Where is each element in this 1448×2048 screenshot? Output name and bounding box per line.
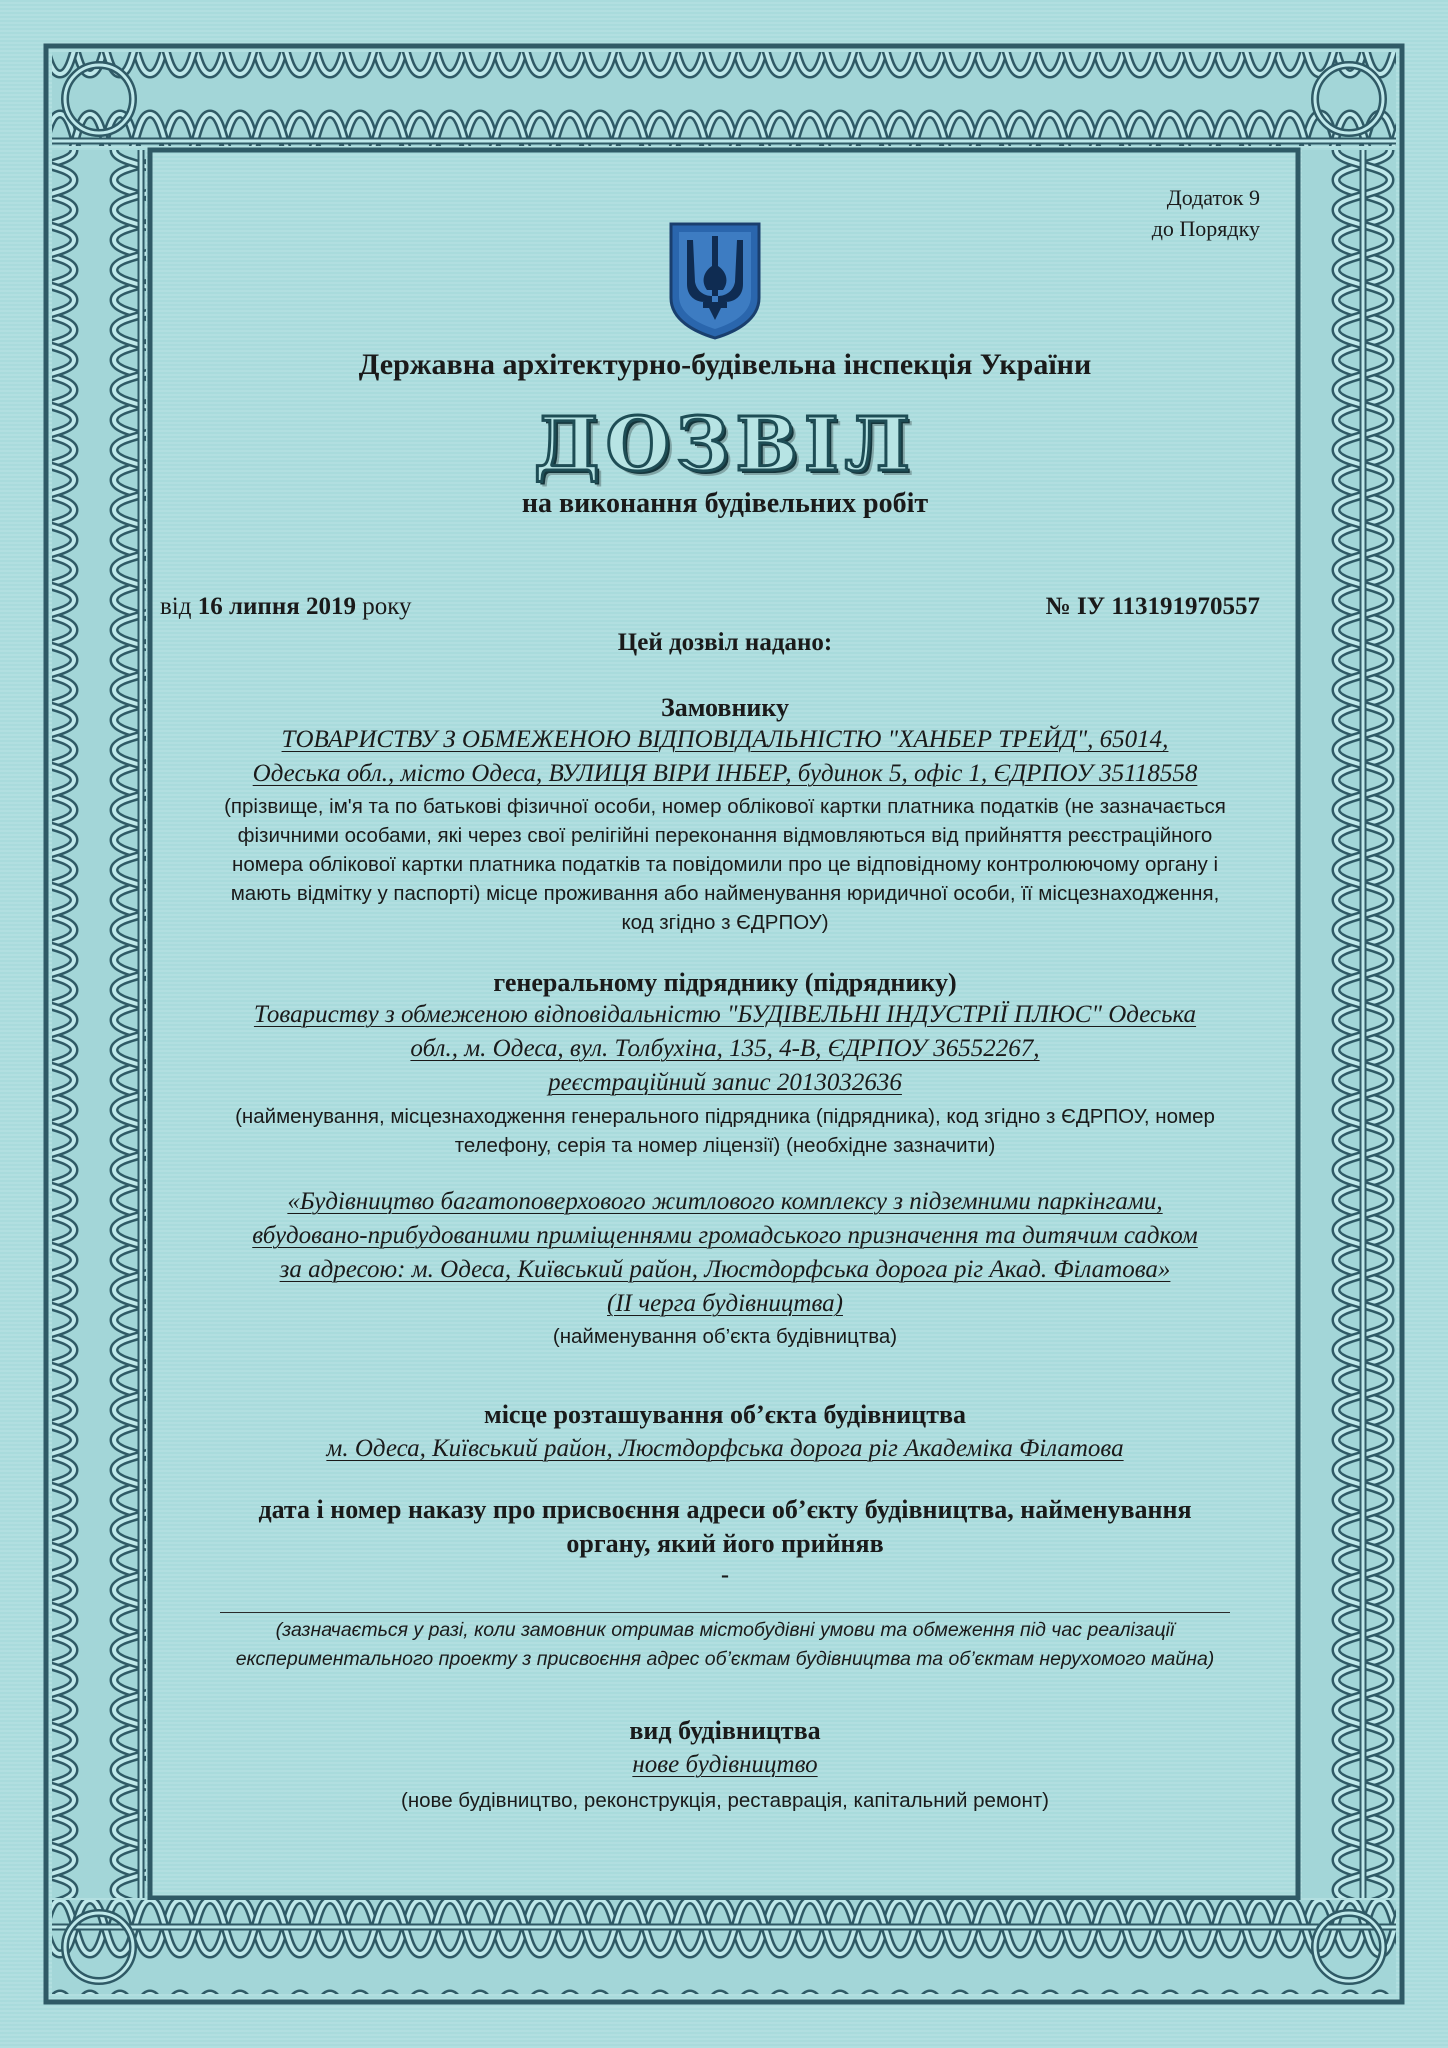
agency-name: Державна архітектурно-будівельна інспекція України bbox=[358, 348, 1092, 381]
customer-value bbox=[160, 723, 1290, 791]
contractor-heading: генеральному підряднику (підряднику) bbox=[493, 968, 957, 997]
object-value bbox=[160, 1185, 1290, 1321]
construction-type-note: (нове будівництво, реконструкція, реставрація, капітальний ремонт) bbox=[401, 1789, 1049, 1812]
construction-type-line: нове будівництво bbox=[632, 1751, 818, 1778]
contractor-note bbox=[160, 1102, 1290, 1160]
permit-number: № ІУ 113191970557 bbox=[1045, 593, 1260, 620]
customer-note-line-1: (прізвище, ім'я та по батькові фізичної особи, номер облікової картки платника податків (не зазначається bbox=[224, 795, 1226, 818]
issue-date-prefix: від bbox=[160, 593, 198, 620]
contractor-note-line-1: (найменування, місцезнаходження генерального підрядника (підрядника), код згідно з ЄДРПОУ, номер bbox=[235, 1105, 1215, 1128]
address-order-rule bbox=[220, 1612, 1230, 1613]
customer-note bbox=[160, 792, 1290, 937]
customer-note-line-3: номера облікової картки платника податків та повідомили про це відповідному контролюючому органу і bbox=[232, 853, 1218, 876]
object-line-2: вбудовано-прибудованими приміщеннями громадського призначення та дитячим садком bbox=[252, 1222, 1198, 1249]
contractor-value bbox=[160, 998, 1290, 1100]
address-order-note bbox=[160, 1616, 1290, 1674]
construction-type-heading: вид будівництва bbox=[629, 1716, 821, 1745]
appendix-line-1: Додаток 9 bbox=[1166, 185, 1260, 210]
location-value bbox=[160, 1432, 1290, 1466]
customer-heading: Замовнику bbox=[660, 693, 790, 722]
address-order-heading bbox=[160, 1493, 1290, 1561]
customer-note-line-5: код згідно з ЄДРПОУ) bbox=[621, 911, 829, 934]
address-order-heading-line-2: органу, який його прийняв bbox=[566, 1529, 884, 1558]
customer-note-line-2: фізичними особами, які через свої релігійні переконання відмовляються від прийняття реєстраційного bbox=[237, 824, 1213, 847]
granted-heading: Цей дозвіл надано: bbox=[617, 629, 833, 656]
document-subtitle: на виконання будівельних робіт bbox=[521, 488, 929, 519]
appendix-line-2: до Порядку bbox=[1151, 216, 1260, 241]
issue-date-value: 16 липня 2019 bbox=[197, 593, 356, 620]
contractor-line-3: реєстраційний запис 2013032636 bbox=[548, 1069, 902, 1096]
object-line-4: (II черга будівництва) bbox=[607, 1290, 843, 1317]
ukraine-trident-icon bbox=[665, 220, 765, 340]
object-note: (найменування об’єкта будівництва) bbox=[552, 1325, 898, 1348]
customer-note-line-4: мають відмітку у паспорті) місце проживання або найменування юридичної особи, її місцезнаходження, bbox=[230, 882, 1220, 905]
location-heading: місце розташування об’єкта будівництва bbox=[483, 1400, 966, 1429]
appendix-reference bbox=[1152, 182, 1260, 244]
contractor-line-2: обл., м. Одеса, вул. Толбухіна, 135, 4-В, ЄДРПОУ 36552267, bbox=[410, 1035, 1040, 1062]
contractor-line-1: Товариству з обмеженою відповідальністю "БУДІВЕЛЬНІ ІНДУСТРІЇ ПЛЮС" Одеська bbox=[253, 1001, 1197, 1028]
object-line-1: «Будівництво багатоповерхового житлового комплексу з підземними паркінгами, bbox=[287, 1188, 1163, 1215]
customer-line-1: ТОВАРИСТВУ З ОБМЕЖЕНОЮ ВІДПОВІДАЛЬНІСТЮ "ХАНБЕР ТРЕЙД", 65014, bbox=[281, 726, 1169, 753]
customer-line-2: Одеська обл., місто Одеса, ВУЛИЦЯ ВІРИ ІНБЕР, будинок 5, офіс 1, ЄДРПОУ 35118558 bbox=[252, 760, 1198, 787]
location-line: м. Одеса, Київський район, Люстдорфська дорога ріг Академіка Філатова bbox=[326, 1435, 1124, 1462]
address-order-note-line-2: експериментального проекту з присвоєння адрес об’єктам будівництва та об’єктам нерухомого майна) bbox=[235, 1648, 1215, 1670]
issue-date bbox=[160, 593, 412, 621]
document-title: ДОЗВІЛ bbox=[533, 402, 917, 488]
address-order-heading-line-1: дата і номер наказу про присвоєння адреси об’єкту будівництва, найменування bbox=[258, 1495, 1192, 1524]
object-line-3: за адресою: м. Одеса, Київський район, Люстдорфська дорога ріг Акад. Філатова» bbox=[279, 1256, 1171, 1283]
contractor-note-line-2: телефону, серія та номер ліцензії) (необхідне зазначити) bbox=[454, 1134, 996, 1157]
address-order-note-line-1: (зазначається у разі, коли замовник отримав містобудівні умови та обмеження під час реалізації bbox=[275, 1619, 1175, 1641]
permit-content bbox=[160, 160, 1290, 1840]
issue-date-suffix: року bbox=[356, 593, 412, 620]
construction-type-value bbox=[160, 1748, 1290, 1782]
address-order-value: - bbox=[721, 1562, 729, 1588]
